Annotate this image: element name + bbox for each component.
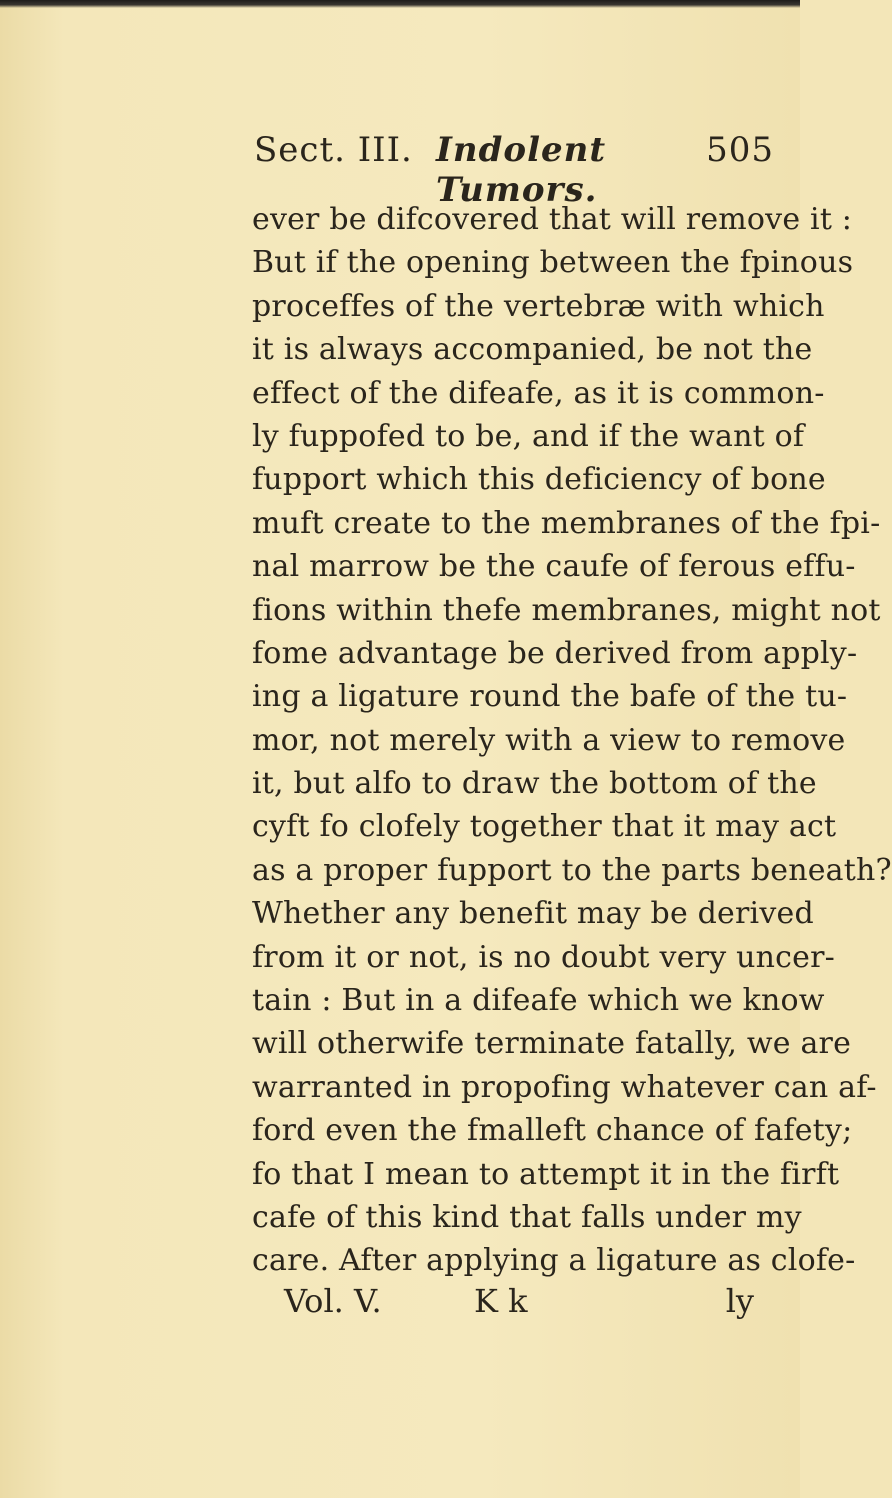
text-line: fupport which this deficiency of bone	[252, 462, 826, 498]
text-line: from it or not, is no doubt very uncer-	[252, 939, 835, 975]
text-line: Whether any benefit may be derived	[252, 896, 814, 932]
text-line: as a proper fupport to the parts beneath?	[252, 852, 892, 888]
running-header	[254, 130, 774, 210]
text-line: ly fuppofed to be, and if the want of	[252, 418, 805, 454]
text-line: cafe of this kind that falls under my	[252, 1199, 802, 1235]
signature-mark: K k	[474, 1282, 528, 1320]
page-number: 505	[706, 130, 774, 170]
text-line: ing a ligature round the bafe of the tu-	[252, 679, 848, 715]
text-line: fions within thefe membranes, might not	[252, 592, 881, 628]
page-footer	[284, 1282, 754, 1328]
text-line: ford even the fmalleft chance of fafety;	[252, 1113, 853, 1149]
text-line: will otherwife terminate fatally, we are	[252, 1026, 852, 1062]
text-line: it, but alfo to draw the bottom of the	[252, 766, 817, 802]
text-line: care. After applying a ligature as clofe-	[252, 1243, 856, 1279]
text-line: nal marrow be the caufe of ferous effu-	[252, 549, 856, 585]
text-line: warranted in propofing whatever can af-	[252, 1069, 877, 1105]
text-line: muft create to the membranes of the fpi-	[252, 505, 881, 541]
catchword: ly	[725, 1282, 754, 1320]
text-line: proceffes of the vertebræ with which	[252, 288, 825, 324]
text-line: ever be difcovered that will remove it :	[252, 202, 853, 237]
volume-label: Vol. V.	[284, 1282, 382, 1320]
text-line: it is always accompanied, be not the	[252, 332, 813, 368]
text-line: cyft fo clofely together that it may act	[252, 809, 837, 845]
page-top-edge	[0, 0, 800, 8]
body-text	[252, 198, 892, 1283]
text-line: But if the opening between the fpinous	[252, 245, 854, 281]
section-label: Sect. III.	[254, 130, 413, 170]
text-line: tain : But in a difeafe which we know	[252, 983, 825, 1019]
text-line: effect of the difeafe, as it is common-	[252, 375, 825, 411]
text-line: fome advantage be derived from apply-	[252, 635, 858, 671]
text-line: mor, not merely with a view to remove	[252, 722, 846, 758]
text-line: fo that I mean to attempt it in the firft	[252, 1156, 840, 1192]
running-title: Indolent Tumors.	[436, 130, 607, 210]
